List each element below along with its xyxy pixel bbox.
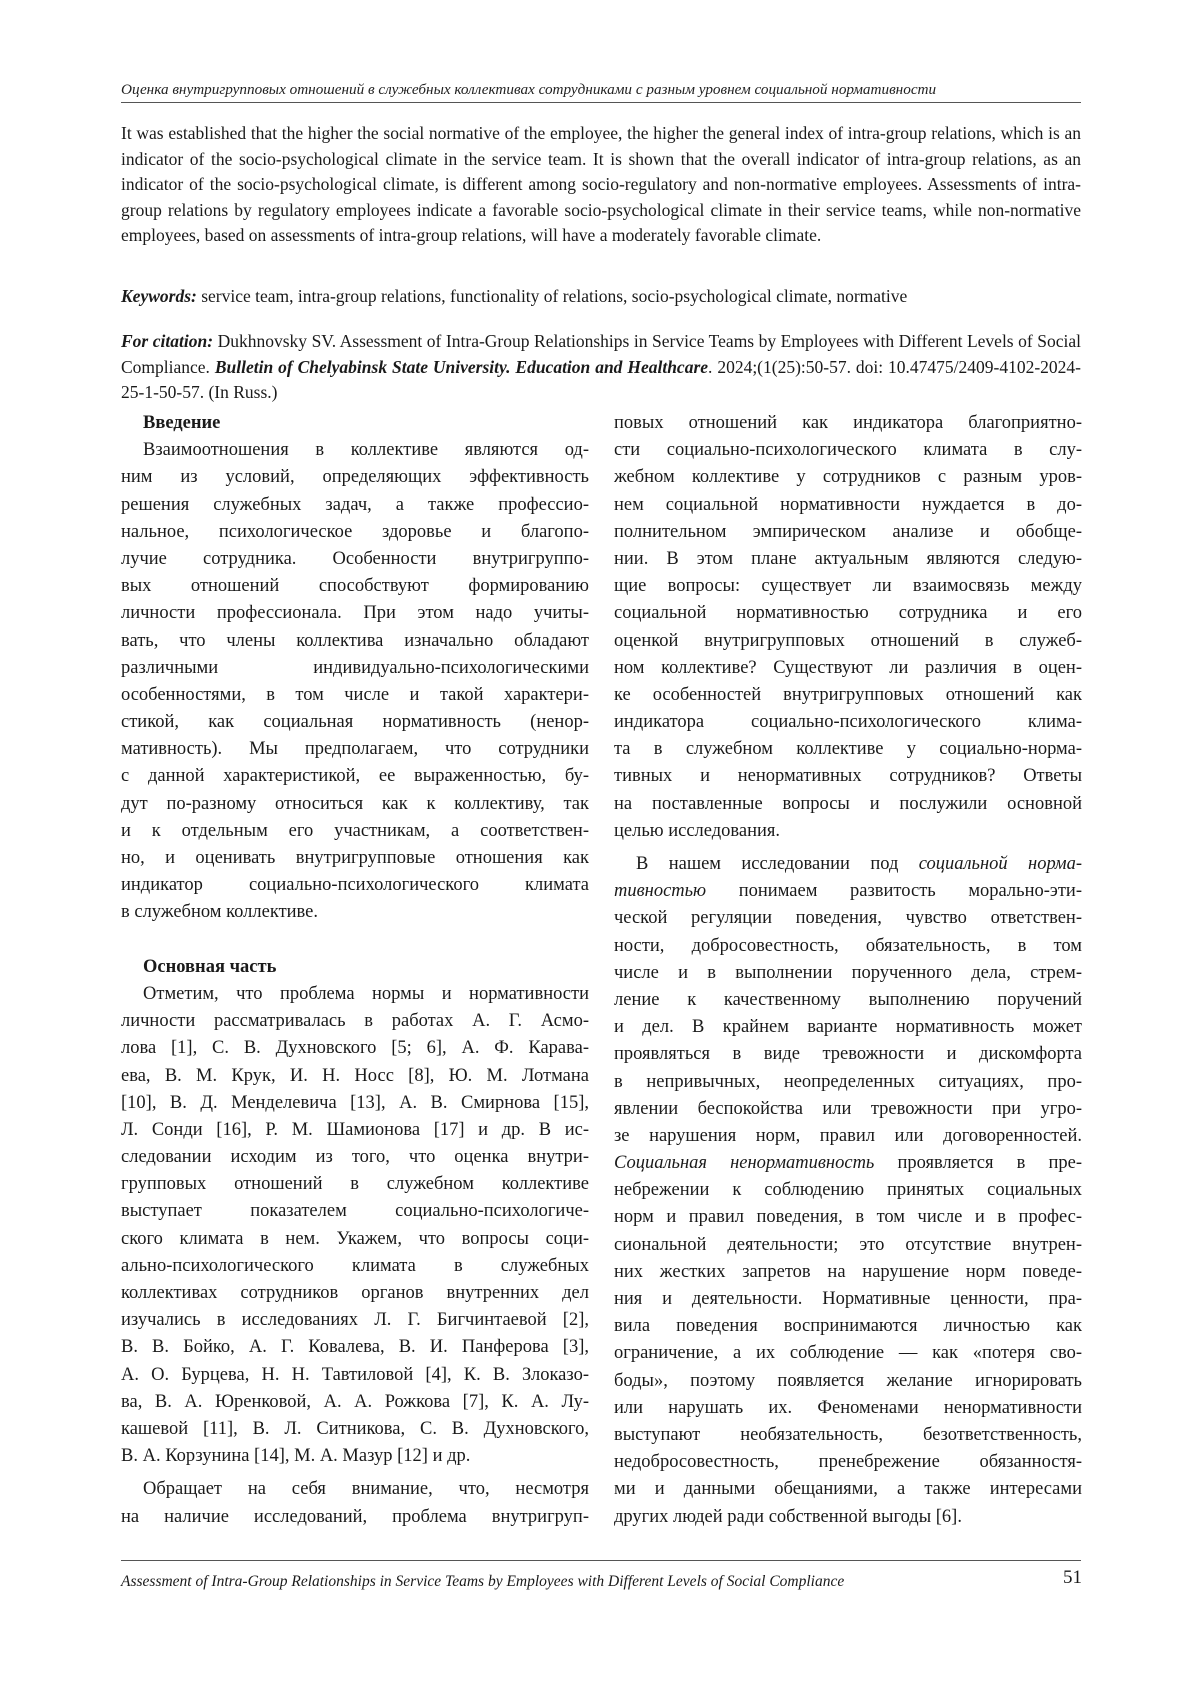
text-line: Обращает на себя внимание, что, несмотря <box>143 1479 589 1500</box>
text-line: лова [1], С. В. Духновского [5; 6], А. Ф. Карава- <box>121 1038 589 1059</box>
text-line: мативность). Мы предполагаем, что сотрудники <box>121 739 589 760</box>
citation-label: For citation: <box>121 331 214 351</box>
abstract-text: It was established that the higher the social normative of the employee, the higher the general index of intra-group relations, which is an indicator of the socio-psychological climate in the service team. It is shown that the overall indicator of intra-group relations, as an indicator of the socio-psychological climate, is different among socio-regulatory and non-normative employees. Assessments of intra-group relations by regulatory employees indicate a favorable socio-psychological climate in their service teams, while non-normative employees, based on assessments of intra-group relations, will have a moderately favorable climate. <box>121 123 1081 246</box>
right-column <box>614 410 1082 1531</box>
text-line: ним из условий, определяющих эффективность <box>121 467 589 488</box>
italic-term: тивностью <box>614 881 707 902</box>
text-line: А. О. Бурцева, Н. Н. Тавтиловой [4], К. В. Злоказо- <box>121 1364 589 1385</box>
text-line: жебном коллективе у сотрудников с разным уров- <box>614 467 1082 488</box>
footer-rule <box>121 1560 1081 1561</box>
attention-paragraph <box>121 1476 589 1530</box>
text-line: других людей ради собственной выгоды [6]. <box>614 1506 962 1527</box>
text-line: дут по-разному относиться как к коллективу, так <box>121 793 589 814</box>
main-part-paragraph <box>121 981 589 1470</box>
text-line: проявляться в виде тревожности и дискомфорта <box>614 1044 1082 1065</box>
text-line: личности рассматривалась в работах А. Г. Асмо- <box>121 1011 589 1032</box>
text-line: ва, В. А. Юренковой, А. А. Рожкова [7], К. А. Лу- <box>121 1391 589 1412</box>
text-line: выступает показателем социально-психологиче- <box>121 1201 589 1222</box>
definition-paragraph <box>614 851 1082 1531</box>
text-line: социальной нормативностью сотрудника и его <box>614 603 1082 624</box>
header-rule <box>121 102 1081 103</box>
text-line: различными индивидуально-психологическими <box>121 657 589 678</box>
text-line: оценкой внутригрупповых отношений в служеб- <box>614 630 1082 651</box>
text-line: Отметим, что проблема нормы и нормативности <box>143 983 589 1004</box>
keywords <box>121 284 1081 309</box>
text-line: выступают необязательность, безответственность, <box>614 1424 1082 1445</box>
text-line: нальное, психологическое здоровье и благопо- <box>121 521 589 542</box>
text-line: недобросовестность, пренебрежение обязанностя- <box>614 1452 1082 1473</box>
text-line: зе нарушения норм, правил или договоренностей. <box>614 1125 1082 1146</box>
text-line: решения служебных задач, а также профессио- <box>121 494 589 515</box>
text-line: ограничение, а их соблюдение — как «потеря сво- <box>614 1343 1082 1364</box>
text-line: боды», поэтому появляется желание игнорировать <box>614 1370 1082 1391</box>
page-number: 51 <box>1063 1567 1082 1588</box>
text-line: В. А. Корзунина [14], М. А. Мазур [12] и др. <box>121 1446 471 1467</box>
text-line: тивных и ненормативных сотрудников? Ответы <box>614 766 1082 787</box>
text-line: явлении беспокойства или тревожности при угро- <box>614 1098 1082 1119</box>
text-line: с данной характеристикой, ее выраженностью, бу- <box>121 766 589 787</box>
text-line: [10], В. Д. Менделевича [13], А. В. Смирнова [15], <box>121 1092 589 1113</box>
italic-term: социальной норма- <box>918 854 1082 874</box>
text-line: групповых отношений в служебном коллективе <box>121 1174 589 1195</box>
text-line: В нашем исследовании под социальной норма- <box>636 854 1082 874</box>
text-line: изучались в исследованиях Л. Г. Бигчинтаевой [2], <box>121 1310 589 1331</box>
text-line: коллективах сотрудников органов внутренних дел <box>121 1283 589 1303</box>
text-line: ческой регуляции поведения, чувство ответствен- <box>614 908 1082 929</box>
text-line: них жестких запретов на нарушение норм поведе- <box>614 1261 1082 1282</box>
text-line: на поставленные вопросы и послужили основной <box>614 793 1082 814</box>
heading-introduction: Введение <box>143 413 221 433</box>
left-column <box>121 410 589 1531</box>
text-line: Взаимоотношения в коллективе являются од- <box>143 440 589 461</box>
text-line: и к отдельным его участникам, а соответствен- <box>121 820 589 841</box>
italic-term: Социальная ненормативность <box>614 1153 875 1174</box>
text-line: но, и оценивать внутригрупповые отношения как <box>121 848 589 868</box>
text-line: индикатора социально-психологического клима- <box>614 712 1082 733</box>
text-line: повых отношений как индикатора благоприятно- <box>614 413 1082 433</box>
text-line: или нарушать их. Феноменами ненормативности <box>614 1397 1082 1418</box>
citation-details: . 2024;(1(25):50-57. doi: 10.47475/2409-4102-2024-25-1-50-57. (In Russ.) <box>121 356 1082 403</box>
running-header: Оценка внутригрупповых отношений в служебных коллективах сотрудниками с разным уровнем социальной нормативности <box>121 81 937 98</box>
text-line: стикой, как социальная нормативность (ненор- <box>121 712 589 733</box>
text-line: Л. Сонди [16], Р. М. Шамионова [17] и др. В ис- <box>121 1119 589 1140</box>
heading-main-part: Основная часть <box>143 956 277 977</box>
text-line: лучие сотрудника. Особенности внутригруппо- <box>121 548 589 569</box>
text-line: нии. В этом плане актуальным являются следую- <box>614 548 1082 569</box>
text-line: ление к качественному выполнению поручений <box>614 989 1082 1010</box>
text-line: ально-психологического климата в служебных <box>121 1255 589 1276</box>
text-line: числе и в выполнении порученного дела, стрем- <box>614 962 1082 983</box>
keywords-label: Keywords: <box>121 286 197 306</box>
continuation-paragraph <box>614 410 1082 845</box>
text-line: в служебном коллективе. <box>121 902 319 923</box>
text-line: ном коллективе? Существуют ли различия в оцен- <box>614 657 1082 678</box>
text-line: особенностями, в том числе и такой характери- <box>121 684 589 705</box>
text-line: вать, что члены коллектива изначально обладают <box>121 630 589 651</box>
text-line: сиональной деятельности; это отсутствие внутрен- <box>614 1234 1082 1255</box>
text-line: нем социальной нормативности нуждается в до- <box>614 494 1082 515</box>
citation-journal: Bulletin of Chelyabinsk State University. Education and Healthcare <box>214 356 709 377</box>
text-line: полнительном эмпирическом анализе и обобще- <box>614 521 1082 542</box>
abstract <box>121 121 1081 249</box>
text-line: Социальная ненормативность проявляется в пре- <box>614 1153 1082 1174</box>
text-line: индикатор социально-психологического климата <box>121 875 589 896</box>
text-line: ния и деятельности. Нормативные ценности, пра- <box>614 1289 1082 1309</box>
section-gap <box>121 927 589 954</box>
text-line: вых отношений способствуют формированию <box>121 576 589 597</box>
text-line: ке особенностей внутригрупповых отношений как <box>614 684 1082 705</box>
citation-text: Dukhnovsky SV. Assessment of Intra-Group Relationships in Service Teams by Employees with Different Levels of Social Compliance. <box>121 331 1082 377</box>
text-line: небрежении к соблюдению принятых социальных <box>614 1180 1082 1201</box>
text-line: и дел. В крайнем варианте нормативность может <box>614 1017 1082 1038</box>
introduction-paragraph <box>121 437 589 926</box>
text-line: кашевой [11], В. Л. Ситникова, С. В. Духновского, <box>121 1418 589 1439</box>
text-line: В. В. Бойко, А. Г. Ковалева, В. И. Панферова [3], <box>121 1337 589 1358</box>
text-line: тивностью понимаем развитость морально-эти- <box>614 881 1082 902</box>
text-line: следовании исходим из того, что оценка внутри- <box>121 1147 589 1168</box>
text-line: ева, В. М. Крук, И. Н. Носс [8], Ю. М. Лотмана <box>121 1065 589 1086</box>
text-line: в непривычных, неопределенных ситуациях, про- <box>614 1071 1082 1092</box>
text-line: ми и данными обещаниями, а также интересами <box>614 1479 1082 1500</box>
text-line: вила поведения воспринимаются личностью как <box>614 1316 1082 1337</box>
text-line: ности, добросовестность, обязательность, в том <box>614 935 1082 956</box>
citation <box>121 329 1081 406</box>
footer-title: Assessment of Intra-Group Relationships in Service Teams by Employees with Different Levels of Social Compliance <box>121 1573 845 1590</box>
text-line: та в служебном коллективе у социально-норма- <box>614 739 1082 760</box>
text-line: ского климата в нем. Укажем, что вопросы соци- <box>121 1228 589 1249</box>
keywords-text: service team, intra-group relations, functionality of relations, socio-psychological climate, normative <box>201 286 908 306</box>
text-line: щие вопросы: существует ли взаимосвязь между <box>614 576 1082 597</box>
text-line: личности профессионала. При этом надо учиты- <box>121 603 589 624</box>
text-line: норм и правил поведения, в том числе и в профес- <box>614 1207 1082 1228</box>
text-line: на наличие исследований, проблема внутригруп- <box>121 1506 589 1527</box>
text-line: сти социально-психологического климата в слу- <box>614 440 1082 461</box>
text-line: целью исследования. <box>614 820 781 841</box>
